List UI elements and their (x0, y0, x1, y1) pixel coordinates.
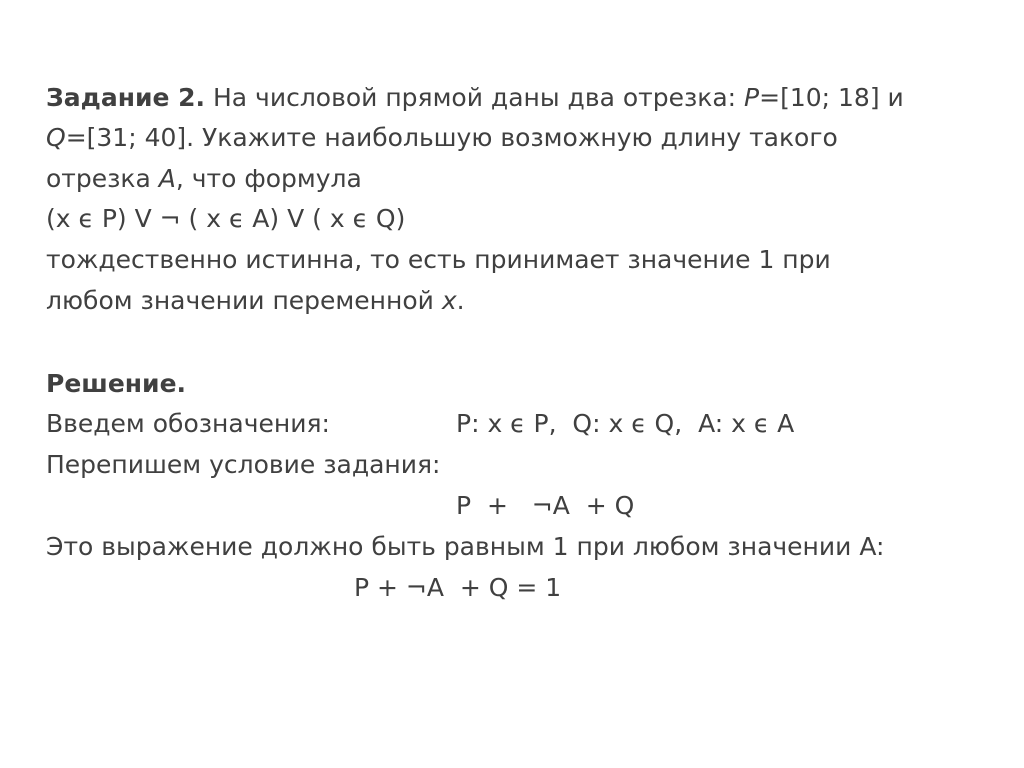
task-text: , что формула (175, 164, 362, 193)
task-heading: Задание 2. (46, 83, 206, 112)
rewrite-expression: P + ¬A + Q (456, 491, 635, 520)
task-line-1 (46, 78, 904, 118)
task-line-5: тождественно истинна, то есть принимает значение 1 при (46, 245, 831, 274)
conclusion-text: Это выражение должно быть равным 1 при любом значении A: (46, 532, 885, 561)
task-line-6 (46, 281, 465, 321)
task-text: =[10; 18] и (759, 83, 904, 112)
task-line-3 (46, 159, 362, 199)
task-text: . (456, 286, 465, 315)
var-x: x (441, 286, 457, 315)
var-a: A (158, 164, 176, 193)
task-formula: (x ϵ P) V ¬ ( x ϵ A) V ( x ϵ Q) (46, 204, 406, 233)
task-line-2 (46, 118, 838, 158)
notation-label: Введем обозначения: (46, 409, 330, 438)
solution-heading: Решение. (46, 369, 187, 398)
rewrite-label: Перепишем условие задания: (46, 450, 441, 479)
var-p: P (744, 83, 760, 112)
task-text: отрезка (46, 164, 159, 193)
var-q: Q (46, 123, 66, 152)
notation-value: P: x ϵ P, Q: x ϵ Q, A: x ϵ A (456, 409, 795, 438)
final-expression: P + ¬A + Q = 1 (354, 573, 562, 602)
task-text: На числовой прямой даны два отрезка: (205, 83, 745, 112)
task-text: =[31; 40]. Укажите наибольшую возможную длину такого (65, 123, 838, 152)
task-text: любом значении переменной (46, 286, 442, 315)
